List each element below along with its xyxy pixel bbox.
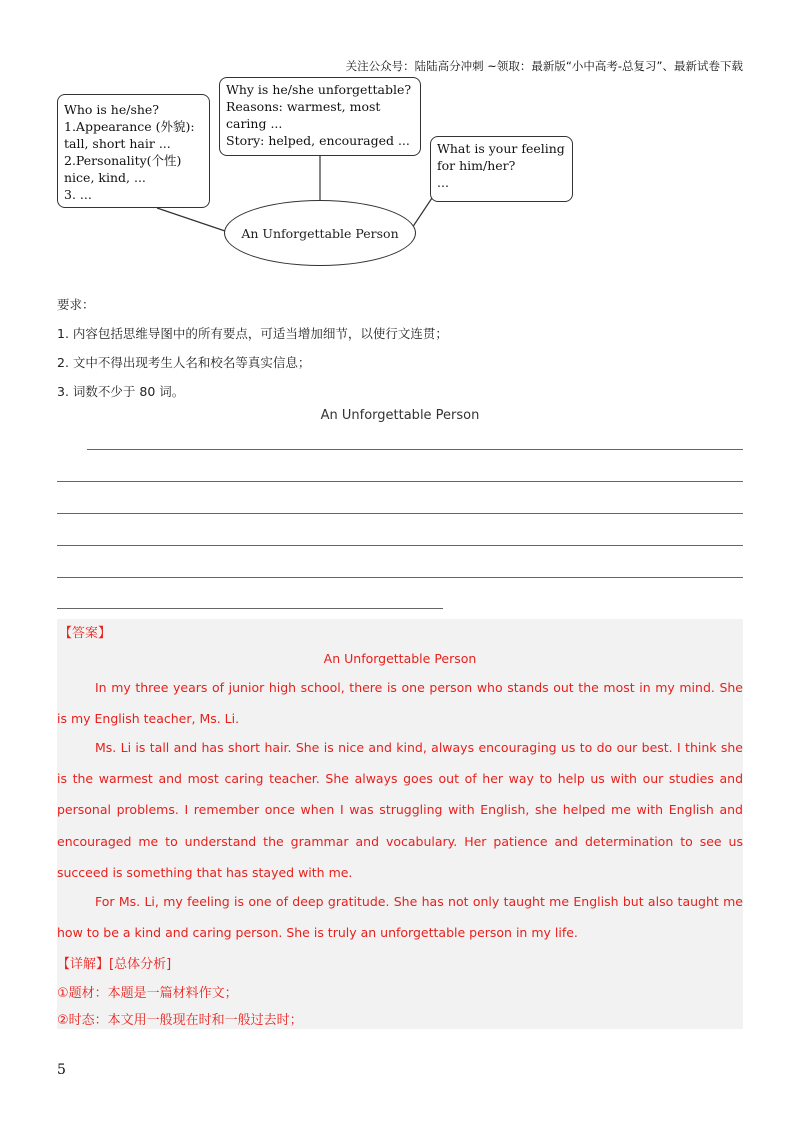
answer-paragraph: In my three years of junior high school, there is one person who stands out the most in my mind. She is my English teacher, Ms. Li. [57,680,743,727]
writing-line [57,481,743,482]
answer-paragraph: Ms. Li is tall and has short hair. She is nice and kind, always encouraging us to do our best. I think she is the warmest and most caring teacher. She always goes out of her way to help us with our studies and personal problems. I remember once when I was struggling with English, she helped me with English and encouraged me to understand the grammar and vocabulary. Her patience and determination to see us succeed is something that has stayed with me. [57,740,743,880]
essay-title: An Unforgettable Person [320,408,480,423]
writing-line [57,545,743,546]
mindmap-feeling-line: What is your feeling [437,141,565,156]
writing-line [57,577,743,578]
writing-line [57,608,443,609]
mindmap-who-line: nice, kind, ... [64,170,146,185]
mindmap-why-line: caring ... [226,116,283,131]
answer-title: An Unforgettable Person [323,651,477,666]
requirement-item: 2. 文中不得出现考生人名和校名等真实信息； [57,355,311,370]
mindmap-why-line: Why is he/she unforgettable? [226,82,412,97]
writing-line [87,449,743,450]
mindmap-why-line: Reasons: warmest, most [226,99,381,114]
mindmap-box-why [219,77,421,156]
requirement-item: 1. 内容包括思维导图中的所有要点，可适当增加细节，以使行文连贯； [57,326,448,341]
connector-feeling [412,198,432,228]
detail-heading: 【详解】[总体分析] [57,957,172,972]
mindmap-feeling-line: ... [437,175,449,190]
mindmap-feeling-line: for him/her? [437,158,516,173]
mindmap-why-line: Story: helped, encouraged ... [226,133,410,148]
requirements-heading: 要求： [57,297,95,312]
answer-paragraph: For Ms. Li, my feeling is one of deep gratitude. She has not only taught me English but also taught me how to be a kind and caring person. She is truly an unforgettable person in my life. [57,894,743,941]
page-header: 关注公众号：陆陆高分冲刺 ~领取：最新版“小中高考-总复习”、最新试卷下载 [345,59,743,73]
mindmap-who-line: 2.Personality(个性) [64,153,182,168]
writing-line [57,513,743,514]
requirement-item: 3. 词数不少于 80 词。 [57,384,185,399]
mindmap-who-line: Who is he/she? [64,102,160,117]
detail-item: ①题材：本题是一篇材料作文； [57,986,238,1001]
page-number: 5 [57,1062,66,1078]
answer-tag: 【答案】 [59,626,112,641]
mindmap-who-line: tall, short hair ... [64,136,171,151]
mindmap-who-line: 1.Appearance (外貌): [64,119,195,134]
mindmap-center: An Unforgettable Person [224,200,416,266]
connector-who [157,208,228,232]
mindmap-box-feeling [430,136,573,202]
mindmap-box-who [57,94,210,208]
detail-item: ②时态：本文用一般现在时和一般过去时； [57,1013,303,1028]
mindmap-who-line: 3. ... [64,187,92,202]
